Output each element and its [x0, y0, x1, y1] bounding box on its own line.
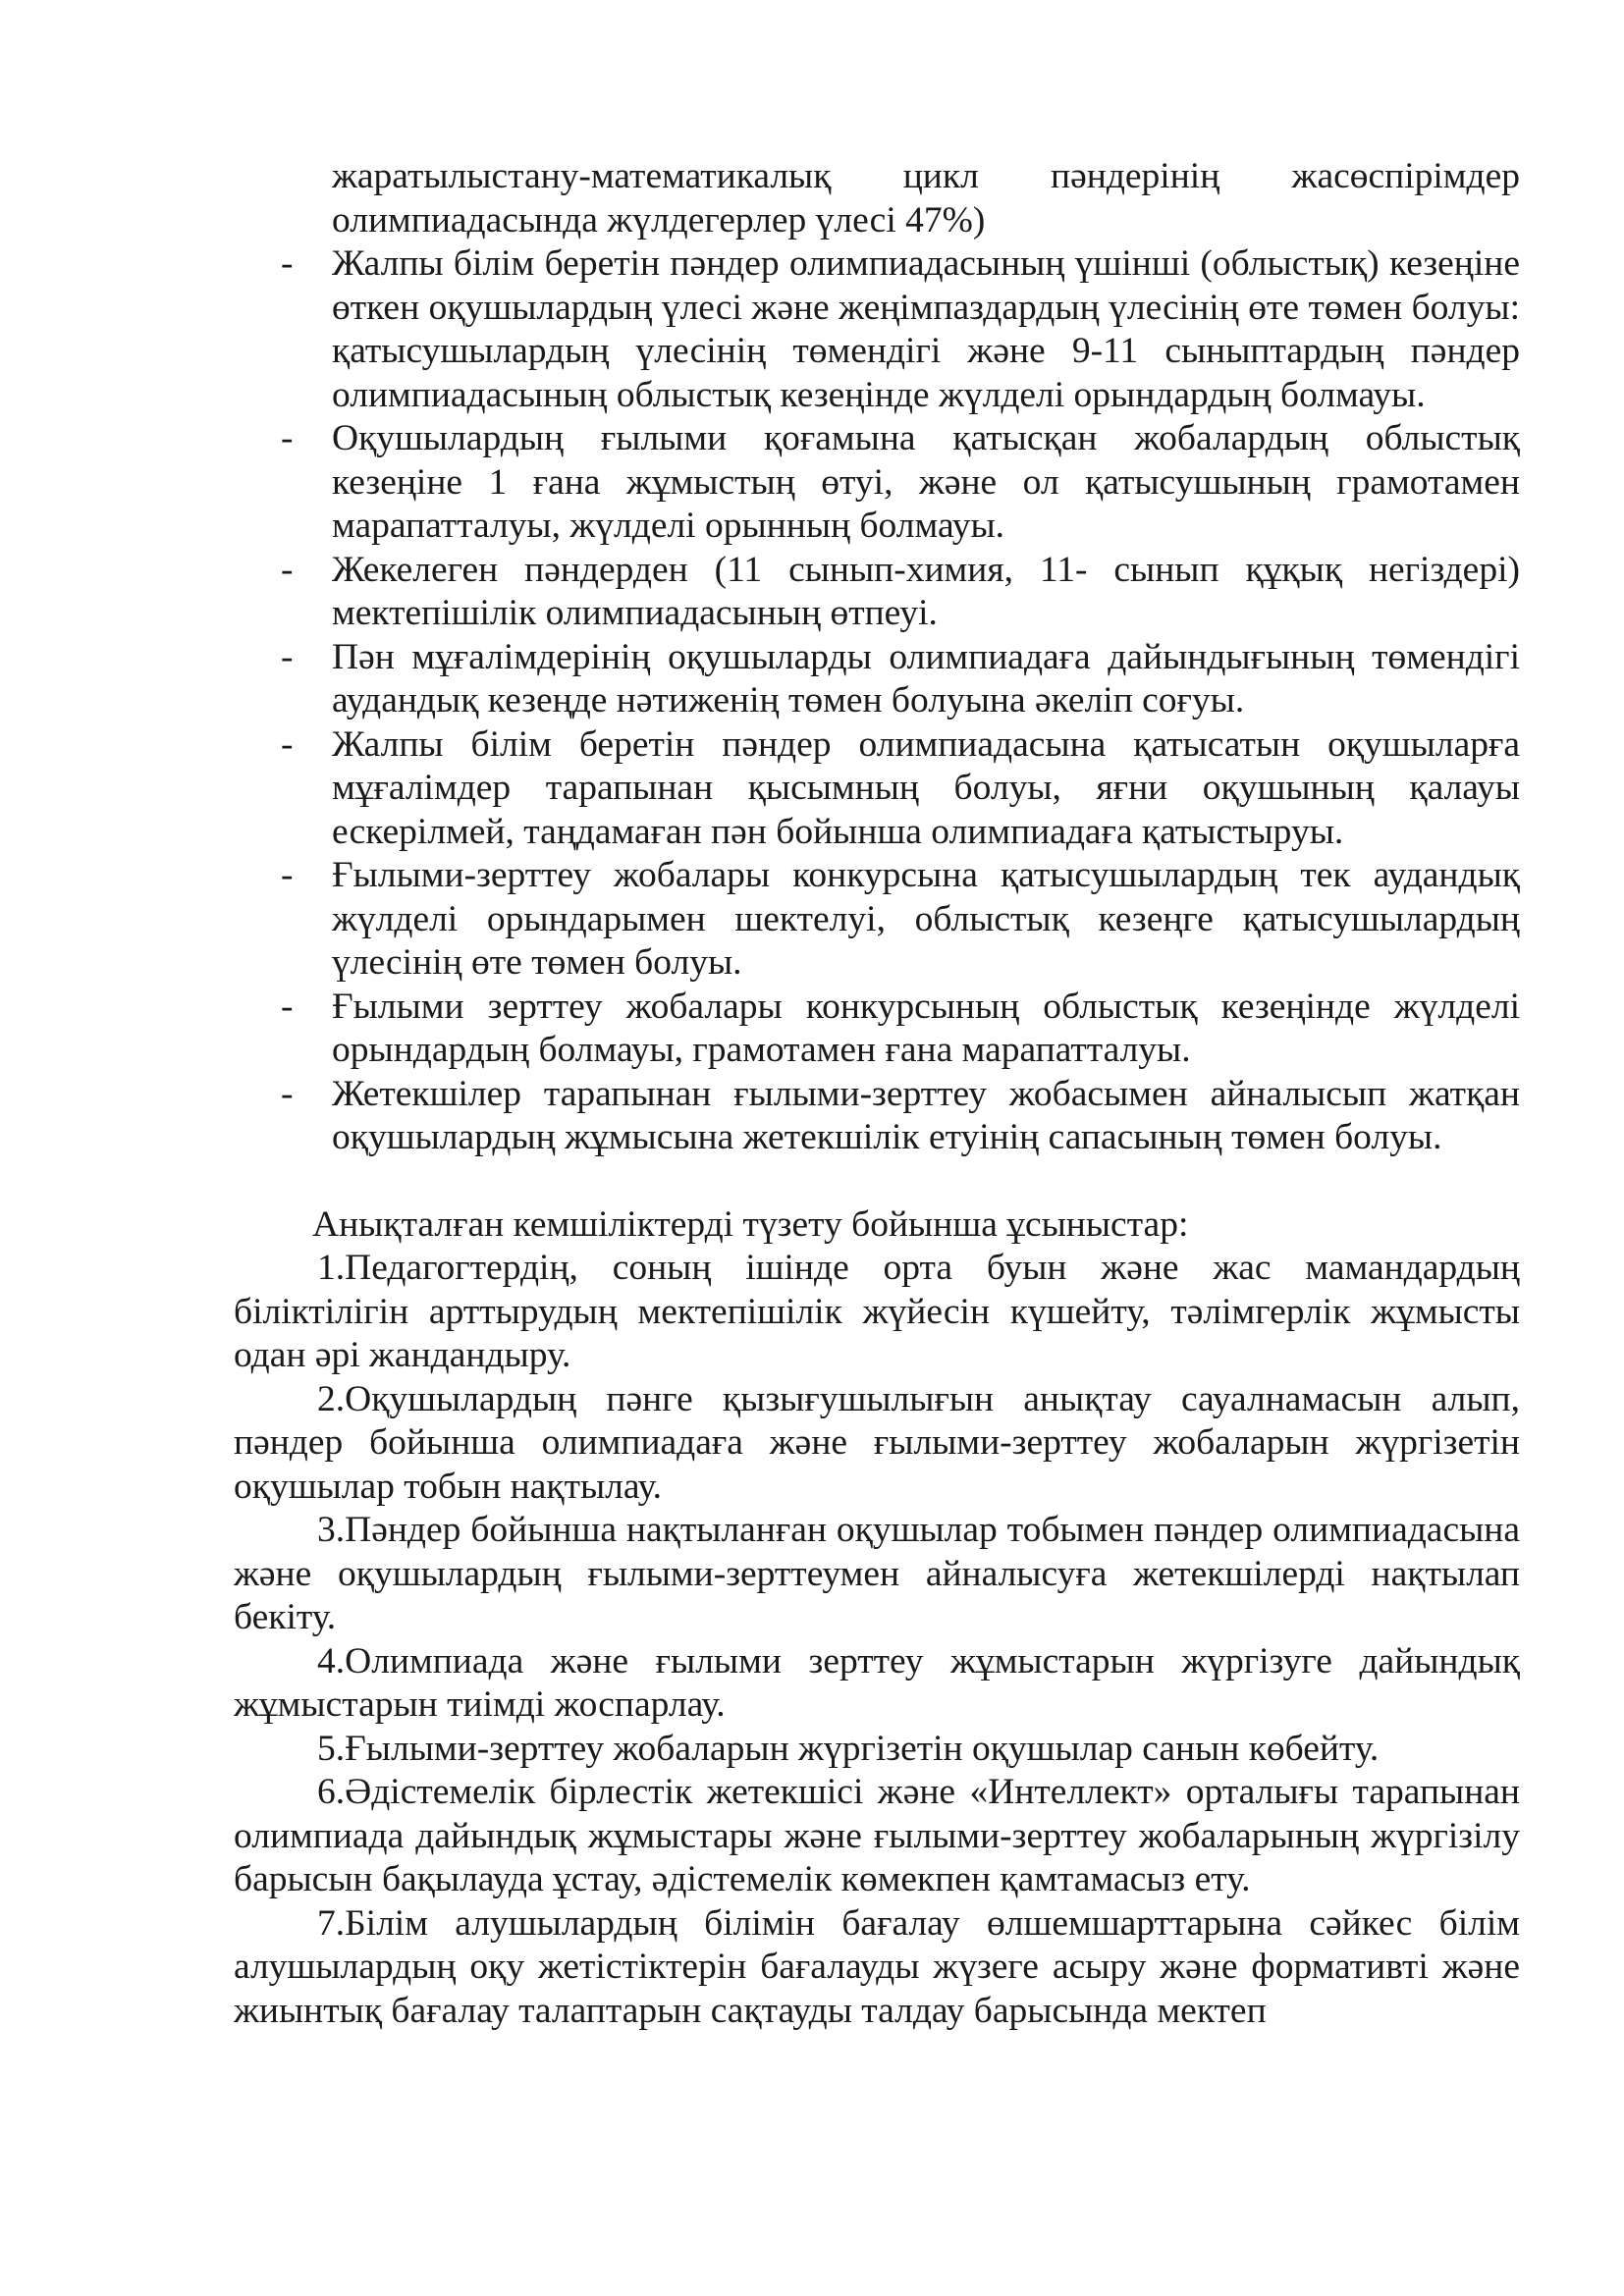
- recommendation-paragraph: 6.Әдістемелік бірлестік жетекшісі және «Интеллект» орталығы тарапынан олимпиада дайындық жұмыстары және ғылыми-зерттеу жобаларының жүргізілу барысын бақылауда ұстау, әдістемелік көмекпен қамтамасыз ету.: [234, 1772, 1520, 1899]
- dash-bullet: -: [281, 636, 294, 677]
- list-item: [234, 986, 1520, 1073]
- list-item-text: Ғылыми-зерттеу жобалары конкурсына қатысушылардың тек аудандық жүлделі орындарымен шектелуі, облыстық кезеңге қатысушылардың үлесінің өте төмен болуы.: [332, 855, 1520, 983]
- dash-bullet: -: [281, 243, 294, 284]
- recommendation-paragraph: 1.Педагогтердің, соның ішінде орта буын және жас мамандардың біліктілігін арттырудың мектепішілік жүйесін күшейту, тәлімгерлік жұмысты одан әрі жандандыру.: [234, 1248, 1520, 1375]
- list-item: [234, 1073, 1520, 1160]
- list-item: [234, 242, 1520, 417]
- dash-bullet: -: [281, 549, 294, 590]
- list-item-text: Ғылыми зерттеу жобалары конкурсының облыстық кезеңінде жүлделі орындардың болмауы, грамотамен ғана марапатталуы.: [332, 986, 1520, 1070]
- list-item-text: Жекелеген пәндерден (11 сынып-химия, 11- сынып құқық негіздері) мектепішілік олимпиадасының өтпеуі.: [332, 549, 1520, 633]
- dash-bullet: -: [281, 855, 294, 895]
- list-item-text: Оқушылардың ғылыми қоғамына қатысқан жобалардың облыстық кезеңіне 1 ғана жұмыстың өтуі, және ол қатысушының грамотамен марапатталуы, жүлделі орынның болмауы.: [332, 418, 1520, 546]
- recommendations-heading: Анықталған кемшіліктерді түзету бойынша ұсыныстар:: [312, 1203, 1189, 1245]
- dash-bullet: -: [281, 1073, 294, 1114]
- issues-list: [234, 242, 1520, 1160]
- continuation-paragraph: жаратылыстану-математикалық цикл пәндерінің жасөспірімдер олимпиадасында жүлдегерлер үлесі 47%): [332, 156, 1520, 240]
- document-body: [234, 155, 1520, 2033]
- recommendation-paragraph: 7.Білім алушылардың білімін бағалау өлшемшарттарына сәйкес білім алушылардың оқу жетістіктерін бағалауды жүзеге асыру және формативті және жиынтық бағалау талаптарын сақтауды талдау барысында мектеп: [234, 1902, 1520, 2031]
- recommendation-paragraph: 2.Оқушылардың пәнге қызығушылығын анықтау сауалнамасын алып, пәндер бойынша олимпиадаға және ғылыми-зерттеу жобаларын жүргізетін оқушылар тобын нақтылау.: [234, 1378, 1520, 1507]
- list-item-text: Пән мұғалімдерінің оқушыларды олимпиадаға дайындығының төмендігі аудандық кезеңде нәтиженің төмен болуына әкеліп соғуы.: [332, 636, 1520, 721]
- list-item: [234, 549, 1520, 636]
- list-item: [234, 723, 1520, 855]
- paragraph-spacer: [234, 1160, 1520, 1203]
- list-item: [234, 417, 1520, 549]
- list-item: [234, 854, 1520, 986]
- dash-bullet: -: [281, 723, 294, 765]
- list-item-text: Жалпы білім беретін пәндер олимпиадасының үшінші (облыстық) кезеңіне өткен оқушылардың үлесі және жеңімпаздардың үлесінің өте төмен болуы: қатысушылардың үлесінің төмендігі және 9-11 сыныптардың пәндер олимпиадасының облыстық кезеңінде жүлделі орындардың болмауы.: [332, 243, 1520, 415]
- recommendation-paragraph: 4.Олимпиада және ғылыми зерттеу жұмыстарын жүргізуге дайындық жұмыстарын тиімді жоспарлау.: [234, 1640, 1520, 1725]
- dash-bullet: -: [281, 418, 294, 458]
- recommendation-paragraph: 3.Пәндер бойынша нақтыланған оқушылар тобымен пәндер олимпиадасына және оқушылардың ғылыми-зерттеумен айналысуға жетекшілерді нақтылап бекіту.: [234, 1510, 1520, 1637]
- list-item: [234, 636, 1520, 723]
- list-item-text: Жалпы білім беретін пәндер олимпиадасына қатысатын оқушыларға мұғалімдер тарапынан қысымның болуы, яғни оқушының қалауы ескерілмей, таңдамаған пән бойынша олимпиадаға қатыстыруы.: [332, 723, 1520, 852]
- dash-bullet: -: [281, 986, 294, 1027]
- recommendation-paragraph: 5.Ғылыми-зерттеу жобаларын жүргізетін оқушылар санын көбейту.: [317, 1728, 1380, 1769]
- list-item-text: Жетекшілер тарапынан ғылыми-зерттеу жобасымен айналысып жатқан оқушылардың жұмысына жетекшілік етуінің сапасының төмен болуы.: [332, 1073, 1520, 1157]
